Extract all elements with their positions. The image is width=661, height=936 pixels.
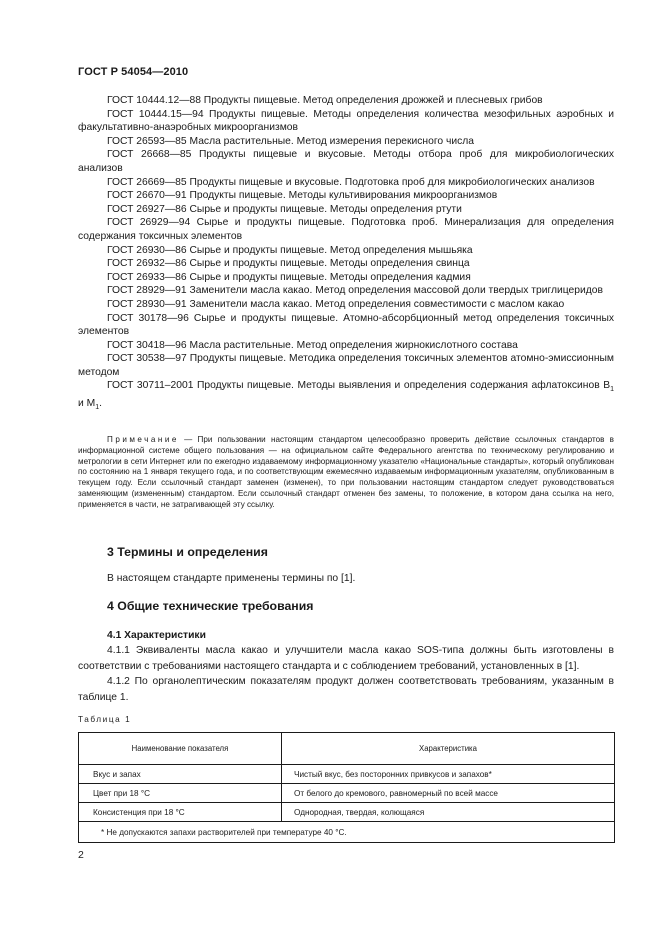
reference-item: ГОСТ 30418—96 Масла растительные. Метод определения жирнокислотного состава [107,339,518,351]
table-cell: От белого до кремового, равномерный по всей массе [282,784,615,803]
reference-item: ГОСТ 26930—86 Сырье и продукты пищевые. Метод определения мышьяка [107,244,473,256]
table-cell: Чистый вкус, без посторонних привкусов и запахов* [282,765,615,784]
note-paragraph [78,435,614,511]
note-block [78,435,614,511]
page-number: 2 [78,849,84,861]
reference-item: ГОСТ 26933—86 Сырье и продукты пищевые. Методы определения кадмия [107,271,471,283]
reference-item: ГОСТ 30178—96 Сырье и продукты пищевые. Атомно-абсорбционный метод определения токсичных элементов [78,312,614,338]
section-3-text: В настоящем стандарте применены термины по [1]. [107,573,356,584]
reference-item: ГОСТ 26927—86 Сырье и продукты пищевые. Методы определения ртути [107,203,462,215]
table-cell: Однородная, твердая, колющаяся [282,803,615,822]
normative-references [78,94,614,415]
reference-item: ГОСТ 26670—91 Продукты пищевые. Методы культивирования микроорганизмов [107,190,498,202]
note-label: Примечание [107,435,179,444]
column-header: Наименование показателя [79,733,282,765]
reference-text-mid: и M [78,398,96,410]
table-row [79,784,615,803]
table-cell: Вкус и запах [79,765,282,784]
section-4-1-paragraphs [78,643,614,705]
reference-item: ГОСТ 10444.12—88 Продукты пищевые. Метод определения дрожжей и плесневых грибов [107,95,543,106]
table-cell: Консистенция при 18 °С [79,803,282,822]
table-footnote-row [79,822,615,843]
section-3-heading: 3 Термины и определения [107,545,268,559]
reference-text: ГОСТ 30711–2001 Продукты пищевые. Методы выявления и определения содержания афлатоксинов B [107,380,611,392]
reference-item: ГОСТ 26668—85 Продукты пищевые и вкусовые. Методы отбора проб для микробиологических анализов [78,149,614,174]
note-text: — При пользовании настоящим стандартом целесообразно проверить действие ссылочных стандартов в информационной системе общего пользования — на официальном сайте Федерального агентства по техническому регулированию и метрологии в сети Интернет или по ежегодно издаваемому информационному указателю «Национальные стандарты», который опубликован по состоянию на 1 января текущего года, и по соответствующим ежемесячно издаваемым информационным указателям, опубликованным в текущем году. Если ссылочный стандарт заменен (изменен), то при пользовании настоящим стандартом следует руководствоваться заменяющим (измененным) стандартом. Если ссылочный стандарт отменен без замены, то положение, в котором дана ссылка на него, применяется в части, не затрагивающей эту ссылку. [78,435,614,509]
section-4-1-heading: 4.1 Характеристики [107,630,206,641]
reference-item: ГОСТ 28930—91 Заменители масла какао. Метод определения совместимости с маслом какао [107,298,565,310]
reference-item: ГОСТ 26669—85 Продукты пищевые и вкусовые. Подготовка проб для микробиологических анализов [107,176,595,188]
column-header: Характеристика [282,733,615,765]
reference-text-end: . [99,398,102,410]
reference-item: ГОСТ 26593—85 Масла растительные. Метод измерения перекисного числа [107,135,474,147]
document-header: ГОСТ Р 54054—2010 [78,66,189,78]
table-1 [78,732,615,843]
reference-item: ГОСТ 28929—91 Заменители масла какао. Метод определения массовой доли твердых триглицеридов [107,285,603,297]
reference-item: ГОСТ 26932—86 Сырье и продукты пищевые. Методы определения свинца [107,258,470,270]
table-footnote: * Не допускаются запахи растворителей при температуре 40 °С. [79,822,615,843]
table-row [79,765,615,784]
table-cell: Цвет при 18 °С [79,784,282,803]
section-4-heading: 4 Общие технические требования [107,599,314,613]
subscript: 1 [95,404,100,412]
table-caption: Таблица 1 [78,715,132,724]
reference-item-aflatoxin [78,379,614,414]
paragraph-4-1-2: 4.1.2 По органолептическим показателям продукт должен соответствовать требованиям, указанным в таблице 1. [78,676,614,703]
subscript: 1 [610,386,614,394]
table-header-row [79,733,615,765]
paragraph-4-1-1: 4.1.1 Эквиваленты масла какао и улучшители масла какао SOS-типа должны быть изготовлены в соответствии с требованиями настоящего стандарта и с соблюдением требований, установленных в [1]. [78,645,614,672]
reference-item: ГОСТ 26929—94 Сырье и продукты пищевые. Подготовка проб. Минерализация для определения содержания токсичных элементов [78,217,614,242]
reference-item: ГОСТ 10444.15—94 Продукты пищевые. Методы определения количества мезофильных аэробных и факультативно-анаэробных микроорганизмов [78,108,614,134]
table-row [79,803,615,822]
reference-item: ГОСТ 30538—97 Продукты пищевые. Методика определения токсичных элементов атомно-эмиссионным методом [78,353,614,378]
